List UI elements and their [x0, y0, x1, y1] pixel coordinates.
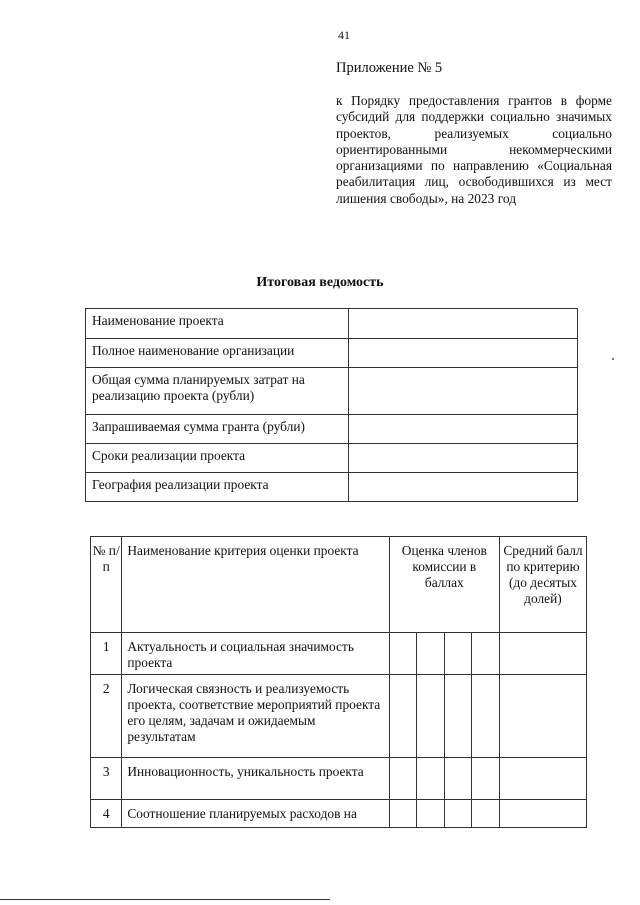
- score-cell: [444, 675, 472, 758]
- row-value: [348, 339, 577, 368]
- table-header-row: [91, 537, 587, 633]
- score-cell: [417, 800, 445, 828]
- row-label: Полное наименование организации: [86, 339, 349, 368]
- header-member-scores: Оценка членов комиссии в баллах: [389, 537, 499, 633]
- score-cell: [444, 633, 472, 675]
- criterion-name: Соотношение планируемых расходов на: [122, 800, 389, 828]
- row-value: [348, 444, 577, 473]
- table-row: [86, 309, 578, 339]
- score-cell: [444, 800, 472, 828]
- header-num: № п/п: [91, 537, 122, 633]
- row-value: [348, 473, 577, 502]
- scan-mark: [612, 358, 614, 360]
- score-cell: [389, 758, 417, 800]
- score-cell: [389, 633, 417, 675]
- header-criterion-name: Наименование критерия оценки проекта: [122, 537, 389, 633]
- appendix-title: Приложение № 5: [336, 60, 443, 76]
- table-row: [86, 368, 578, 415]
- score-cell: [472, 633, 500, 675]
- page-number: 41: [338, 28, 350, 42]
- table-row: [86, 444, 578, 473]
- header-average-score: Средний балл по критерию (до десятых долей): [499, 537, 586, 633]
- row-value: [348, 309, 577, 339]
- row-label: География реализации проекта: [86, 473, 349, 502]
- score-cell: [472, 675, 500, 758]
- table-row: [91, 758, 587, 800]
- score-cell: [389, 800, 417, 828]
- average-cell: [499, 800, 586, 828]
- score-cell: [417, 675, 445, 758]
- row-label: Наименование проекта: [86, 309, 349, 339]
- table-row: [91, 633, 587, 675]
- appendix-text: к Порядку предоставления грантов в форме субсидий для поддержки социально значимых проектов, реализуемых социально ориентированными некоммерческими организациями по направлению «Социальная реабилитация лиц, освободившихся из мест лишения свободы», на 2023 год: [336, 93, 612, 206]
- row-label: Сроки реализации проекта: [86, 444, 349, 473]
- row-label: Общая сумма планируемых затрат на реализацию проекта (рубли): [86, 368, 349, 415]
- score-cell: [389, 675, 417, 758]
- row-label: Запрашиваемая сумма гранта (рубли): [86, 415, 349, 444]
- project-info-table: [85, 308, 578, 502]
- row-value: [348, 368, 577, 415]
- criterion-number: 4: [91, 800, 122, 828]
- criteria-table: [90, 536, 587, 828]
- criterion-number: 2: [91, 675, 122, 758]
- table-row: [91, 800, 587, 828]
- average-cell: [499, 675, 586, 758]
- criterion-number: 3: [91, 758, 122, 800]
- table-row: [91, 675, 587, 758]
- score-cell: [417, 758, 445, 800]
- score-cell: [472, 800, 500, 828]
- score-cell: [444, 758, 472, 800]
- table-row: [86, 339, 578, 368]
- average-cell: [499, 758, 586, 800]
- criterion-name: Инновационность, уникальность проекта: [122, 758, 389, 800]
- score-cell: [472, 758, 500, 800]
- footer-rule: [0, 899, 330, 900]
- score-cell: [417, 633, 445, 675]
- document-heading: Итоговая ведомость: [256, 275, 384, 290]
- table-row: [86, 473, 578, 502]
- criterion-name: Актуальность и социальная значимость проекта: [122, 633, 389, 675]
- criterion-number: 1: [91, 633, 122, 675]
- row-value: [348, 415, 577, 444]
- criterion-name: Логическая связность и реализуемость проекта, соответствие мероприятий проекта его целям, задачам и ожидаемым результатам: [122, 675, 389, 758]
- average-cell: [499, 633, 586, 675]
- table-row: [86, 415, 578, 444]
